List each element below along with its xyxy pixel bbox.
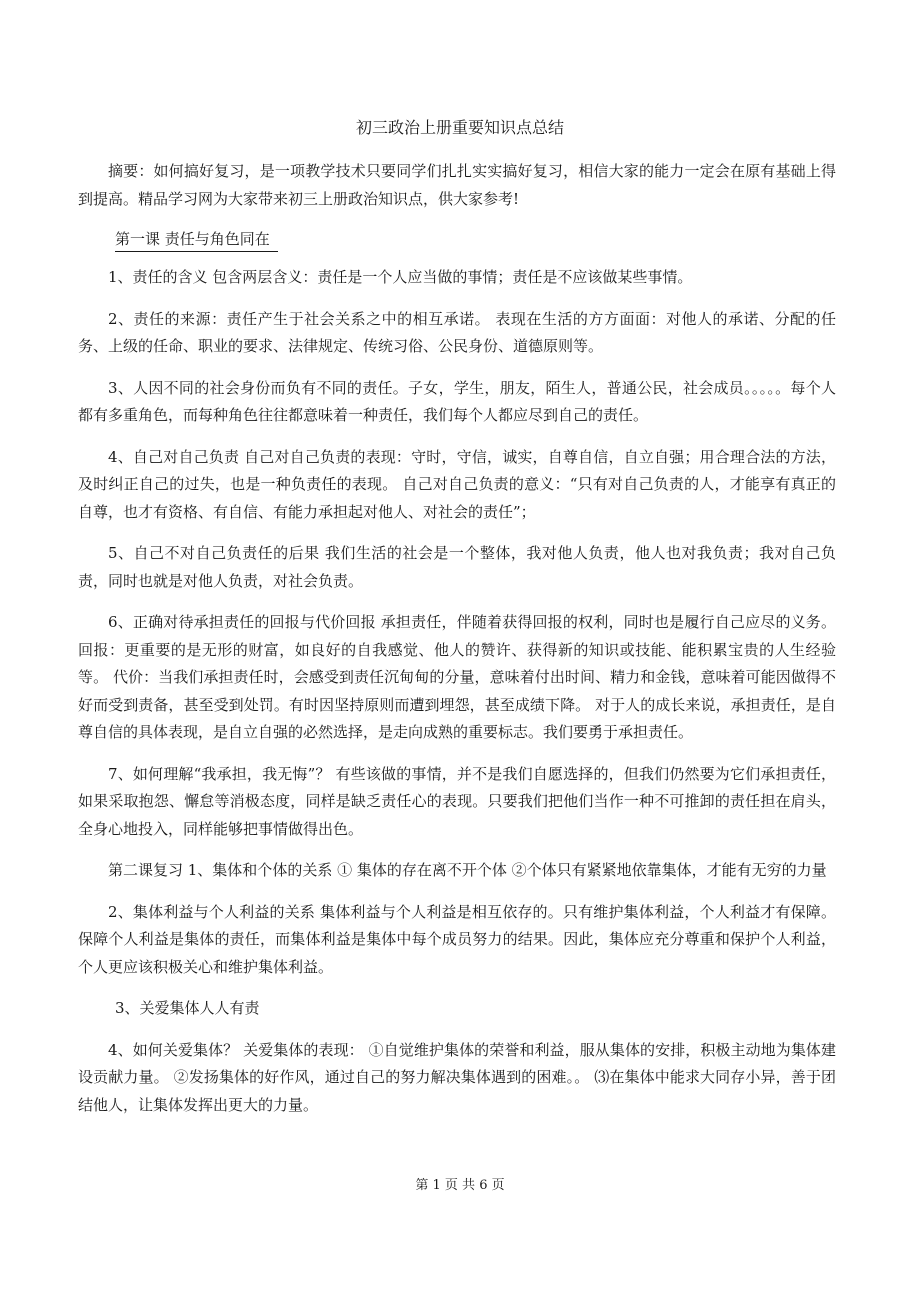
page-indicator: 第 1 页 共 6 页 xyxy=(415,1178,505,1193)
document-body xyxy=(78,158,836,1133)
lesson1-item-7: 7、如何理解“我承担，我无悔”？ 有些该做的事情，并不是我们自愿选择的，但我们仍然要为它们承担责任，如果采取抱怨、懈怠等消极态度，同样是缺乏责任心的表现。只要我们把他们当作一种不可推卸的责任担在肩头，全身心地投入，同样能够把事情做得出色。 xyxy=(78,764,836,838)
lesson1-item-4: 4、自己对自己负责 自己对自己负责的表现：守时，守信，诚实，自尊自信，自立自强；用合理合法的方法，及时纠正自己的过失，也是一种负责任的表现。 自己对自己负责的意义：“只有对自己负责的人，才能享有真正的自尊，也才有资格、有自信、有能力承担起对他人、对社会的责任”； xyxy=(78,447,836,521)
lesson1-item-1: 1、责任的含义 包含两层含义：责任是一个人应当做的事情；责任是不应该做某些事情。 xyxy=(108,268,693,286)
lesson2-item-2: 2、集体利益与个人利益的关系 集体利益与个人利益是相互依存的。只有维护集体利益，个人利益才有保障。保障个人利益是集体的责任，而集体利益是集体中每个成员努力的结果。因此，集体应充分尊重和保护个人利益，个人更应该积极关心和维护集体利益。 xyxy=(78,902,836,976)
lesson1-item-2: 2、责任的来源：责任产生于社会关系之中的相互承诺。 表现在生活的方方面面：对他人的承诺、分配的任务、上级的任命、职业的要求、法律规定、传统习俗、公民身份、道德原则等。 xyxy=(78,309,836,355)
document-title: 初三政治上册重要知识点总结 xyxy=(355,118,564,137)
lesson2-subheading: 3、关爱集体人人有责 xyxy=(115,999,260,1017)
lesson1-item-6: 6、正确对待承担责任的回报与代价回报 承担责任，伴随着获得回报的权利，同时也是履行自己应尽的义务。 回报：更重要的是无形的财富，如良好的自我感觉、他人的赞许、获得新的知识或技能、能积累宝贵的人生经验等。 代价：当我们承担责任时，会感受到责任沉甸甸的分量，意味着付出时间、精力和金钱，意味着可能因做得不好而受到责备，甚至受到处罚。有时因坚持原则而遭到埋怨，甚至成绩下降。 对于人的成长来说，承担责任，是自尊自信的具体表现，是自立自强的必然选择，是走向成熟的重要标志。我们要勇于承担责任。 xyxy=(78,613,836,741)
lesson1-item-5: 5、自己不对自己负责任的后果 我们生活的社会是一个整体，我对他人负责，他人也对我负责；我对自己负责，同时也就是对他人负责，对社会负责。 xyxy=(78,544,836,590)
intro-paragraph: 摘要：如何搞好复习，是一项教学技术只要同学们扎扎实实搞好复习，相信大家的能力一定会在原有基础上得到提高。精品学习网为大家带来初三上册政治知识点，供大家参考! xyxy=(78,162,836,208)
lesson1-heading: 第一课 责任与角色同在 xyxy=(115,227,278,252)
lesson2-item-4: 4、如何关爱集体？ 关爱集体的表现： ①自觉维护集体的荣誉和利益，服从集体的安排，积极主动地为集体建设贡献力量。 ②发扬集体的好作风，通过自己的努力解决集体遇到的困难。。 ⑶在集体中能求大同存小异，善于团结他人，让集体发挥出更大的力量。 xyxy=(78,1040,836,1114)
lesson1-item-3: 3、人因不同的社会身份而负有不同的责任。子女，学生，朋友，陌生人，普通公民，社会成员。。。。。每个人都有多重角色，而每种角色往往都意味着一种责任，我们每个人都应尽到自己的责任。 xyxy=(78,378,836,424)
lesson2-item-1: 第二课复习 1、集体和个体的关系 ① 集体的存在离不开个体 ②个体只有紧紧地依靠集体，才能有无穷的力量 xyxy=(108,861,827,879)
